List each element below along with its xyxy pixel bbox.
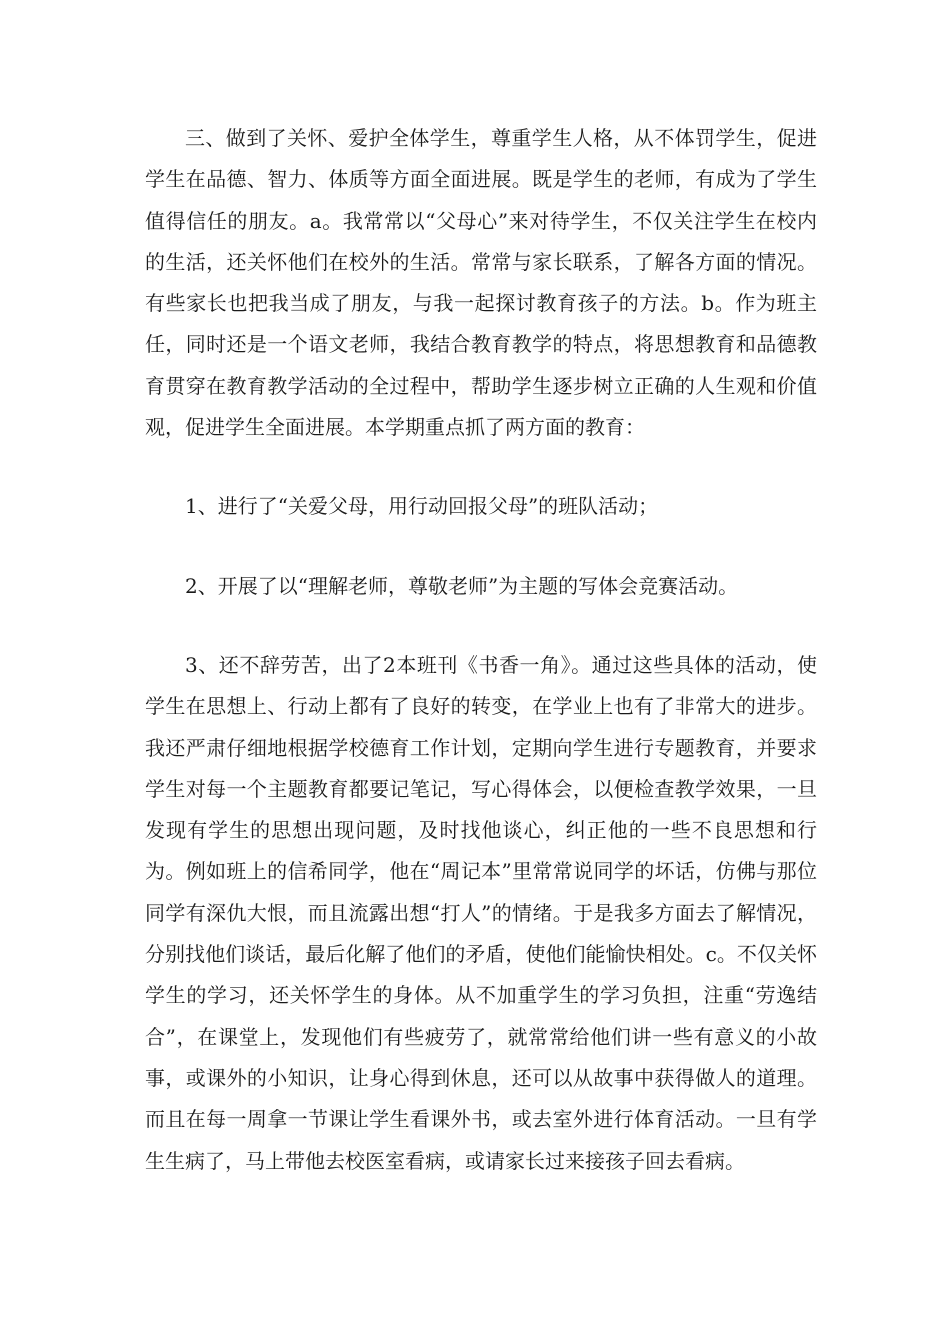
document-body [145,118,817,1182]
paragraph-item-three: 3、还不辞劳苦，出了2本班刊《书香一角》。通过这些具体的活动，使学生在思想上、行动上都有了良好的转变，在学业上也有了非常大的进步。我还严肃仔细地根据学校德育工作计划，定期向学生进行专题教育，并要求学生对每一个主题教育都要记笔记，写心得体会，以便检查教学效果，一旦发现有学生的思想出现问题，及时找他谈心，纠正他的一些不良思想和行为。例如班上的信希同学，他在“周记本”里常常说同学的坏话，仿佛与那位同学有深仇大恨，而且流露出想“打人”的情绪。于是我多方面去了解情况，分别找他们谈话，最后化解了他们的矛盾，使他们能愉快相处。c。不仅关怀学生的学习，还关怀学生的身体。从不加重学生的学习负担，注重“劳逸结合”，在课堂上，发现他们有些疲劳了，就常常给他们讲一些有意义的小故事，或课外的小知识，让身心得到休息，还可以从故事中获得做人的道理。而且在每一周拿一节课让学生看课外书，或去室外进行体育活动。一旦有学生生病了，马上带他去校医室看病，或请家长过来接孩子回去看病。 [145,652,817,1173]
paragraph-item-two: 2、开展了以“理解老师，尊敬老师”为主题的写体会竞赛活动。 [185,573,739,598]
paragraph-item-one: 1、进行了“关爱父母，用行动回报父母”的班队活动； [185,494,659,519]
paragraph-section-three: 三、做到了关怀、爱护全体学生，尊重学生人格，从不体罚学生，促进学生在品德、智力、体质等方面全面进展。既是学生的老师，有成为了学生值得信任的朋友。a。我常常以“父母心”来对待学生，不仅关注学生在校内的生活，还关怀他们在校外的生活。常常与家长联系，了解各方面的情况。有些家长也把我当成了朋友，与我一起探讨教育孩子的方法。b。作为班主任，同时还是一个语文老师，我结合教育教学的特点，将思想教育和品德教育贯穿在教育教学活动的全过程中，帮助学生逐步树立正确的人生观和价值观，促进学生全面进展。本学期重点抓了两方面的教育： [145,126,817,440]
